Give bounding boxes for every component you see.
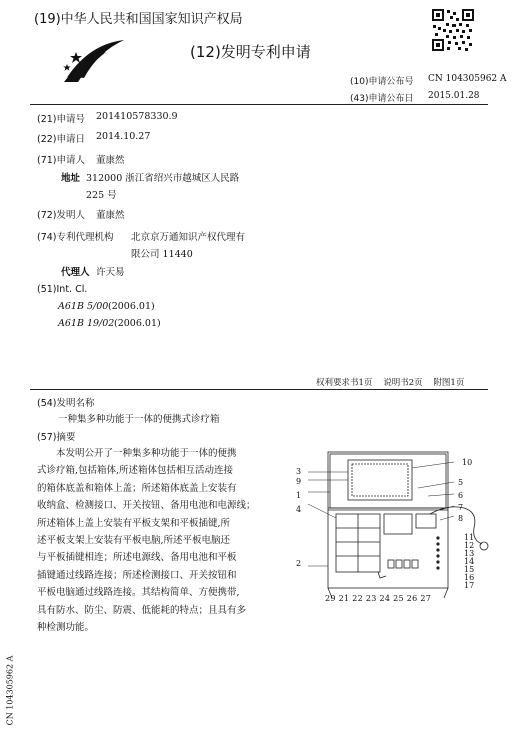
figure-label: 16 <box>464 573 475 582</box>
inventor-label: (72)发明人 <box>37 210 86 221</box>
agent: 许天易 <box>96 267 125 278</box>
address-label: 地址 <box>61 173 81 184</box>
office-logo <box>62 38 126 84</box>
figure-label: 12 <box>464 541 475 550</box>
figure-label: 10 <box>462 458 473 467</box>
figure-label: 14 <box>464 557 475 566</box>
side-publication-number <box>2 654 18 734</box>
figure-label: 4 <box>296 505 302 514</box>
document-type: (12)发明专利申请 <box>190 43 311 61</box>
tablet-screen <box>348 460 412 500</box>
figure-label: 11 <box>464 533 475 542</box>
abstract-line: 插键通过线路连接；所述检测接口、开关按钮和 <box>37 569 237 581</box>
publication-number-label: (10)申请公布号 <box>350 77 414 87</box>
publication-date: 2015.01.28 <box>428 91 480 101</box>
section-rule <box>30 389 488 390</box>
page-counts: 权利要求书1页 说明书2页 附图1页 <box>316 378 465 388</box>
applicant: 董康然 <box>96 155 125 166</box>
figure-label: 2 <box>296 559 302 568</box>
agency-line-1: 北京京万通知识产权代理有 <box>131 232 246 243</box>
figure-label: 5 <box>458 478 464 487</box>
abstract-line: 具有防水、防尘、防震、低能耗的特点；且具有多 <box>37 604 247 616</box>
application-date-label: (22)申请日 <box>37 134 86 145</box>
int-cl-label: (51)Int. Cl. <box>37 284 88 295</box>
application-number-label: (21)申请号 <box>37 114 86 125</box>
classification-1-code: A61B 5/00 <box>58 301 109 312</box>
abstract-line: 收纳盒、检测接口、开关按钮、备用电池和电源线； <box>37 500 256 512</box>
applicant-label: (71)申请人 <box>37 155 86 166</box>
application-number: 201410578330.9 <box>96 111 178 122</box>
figure-label: 13 <box>464 549 475 558</box>
abstract-line: 述平板支架上安装有平板电脑,所述平板电脑还 <box>37 535 231 547</box>
address-line-2: 225 号 <box>86 190 117 201</box>
figure-label: 9 <box>296 477 302 486</box>
invention-title-label: (54)发明名称 <box>37 398 95 409</box>
classification-1-year: (2006.01) <box>108 301 155 312</box>
figure-label: 7 <box>458 503 464 512</box>
abstract-text <box>37 445 256 636</box>
abstract-line: 本发明公开了一种集多种功能于一体的便携 <box>56 448 237 459</box>
figure-label: 6 <box>458 491 464 500</box>
publication-number: CN 104305962 A <box>428 74 507 84</box>
abstract-line: 式诊疗箱,包括箱体,所述箱体包括相互活动连接 <box>37 465 234 477</box>
header-rule <box>30 104 488 105</box>
figure-label: 3 <box>296 467 302 476</box>
invention-title: 一种集多种功能于一体的便携式诊疗箱 <box>58 414 220 425</box>
figure-labels-left <box>296 467 301 569</box>
agency-label: (74)专利代理机构 <box>37 232 114 243</box>
abstract-line: 的箱体底盖和箱体上盖；所述箱体底盖上安装有 <box>37 482 237 494</box>
publication-date-label: (43)申请公布日 <box>350 94 414 104</box>
abstract-line: 所述箱体上盖上安装有平板支架和平板插键,所 <box>37 517 231 529</box>
figure-labels-bottom: 29 21 22 23 24 25 26 27 <box>325 594 432 603</box>
backup-battery <box>416 514 436 528</box>
abstract-line: 平板电脑通过线路连接。其结构简单、方便携带, <box>37 587 240 599</box>
inventor: 董康然 <box>96 210 125 221</box>
abstract-line: 与平板插键相连；所述电源线、备用电池和平板 <box>37 552 237 564</box>
abstract-label: (57)摘要 <box>37 432 76 443</box>
side-number-text: CN 104305962 A <box>5 655 15 726</box>
figure-label: 1 <box>296 491 302 500</box>
application-date: 2014.10.27 <box>96 131 151 142</box>
agency-line-2: 限公司 11440 <box>131 249 193 260</box>
agent-label: 代理人 <box>61 267 90 278</box>
qr-code <box>431 8 475 52</box>
figure-label: 17 <box>464 581 475 590</box>
office-name: (19)中华人民共和国国家知识产权局 <box>34 12 243 27</box>
classification-2-code: A61B 19/02 <box>58 318 115 329</box>
figure-label: 15 <box>464 565 475 574</box>
classification-2-year: (2006.01) <box>114 318 161 329</box>
address-line-1: 312000 浙江省绍兴市越城区人民路 <box>86 173 240 184</box>
figure-labels-right <box>464 534 474 590</box>
abstract-line: 种检测功能。 <box>37 622 95 634</box>
figure-label: 8 <box>458 514 464 523</box>
